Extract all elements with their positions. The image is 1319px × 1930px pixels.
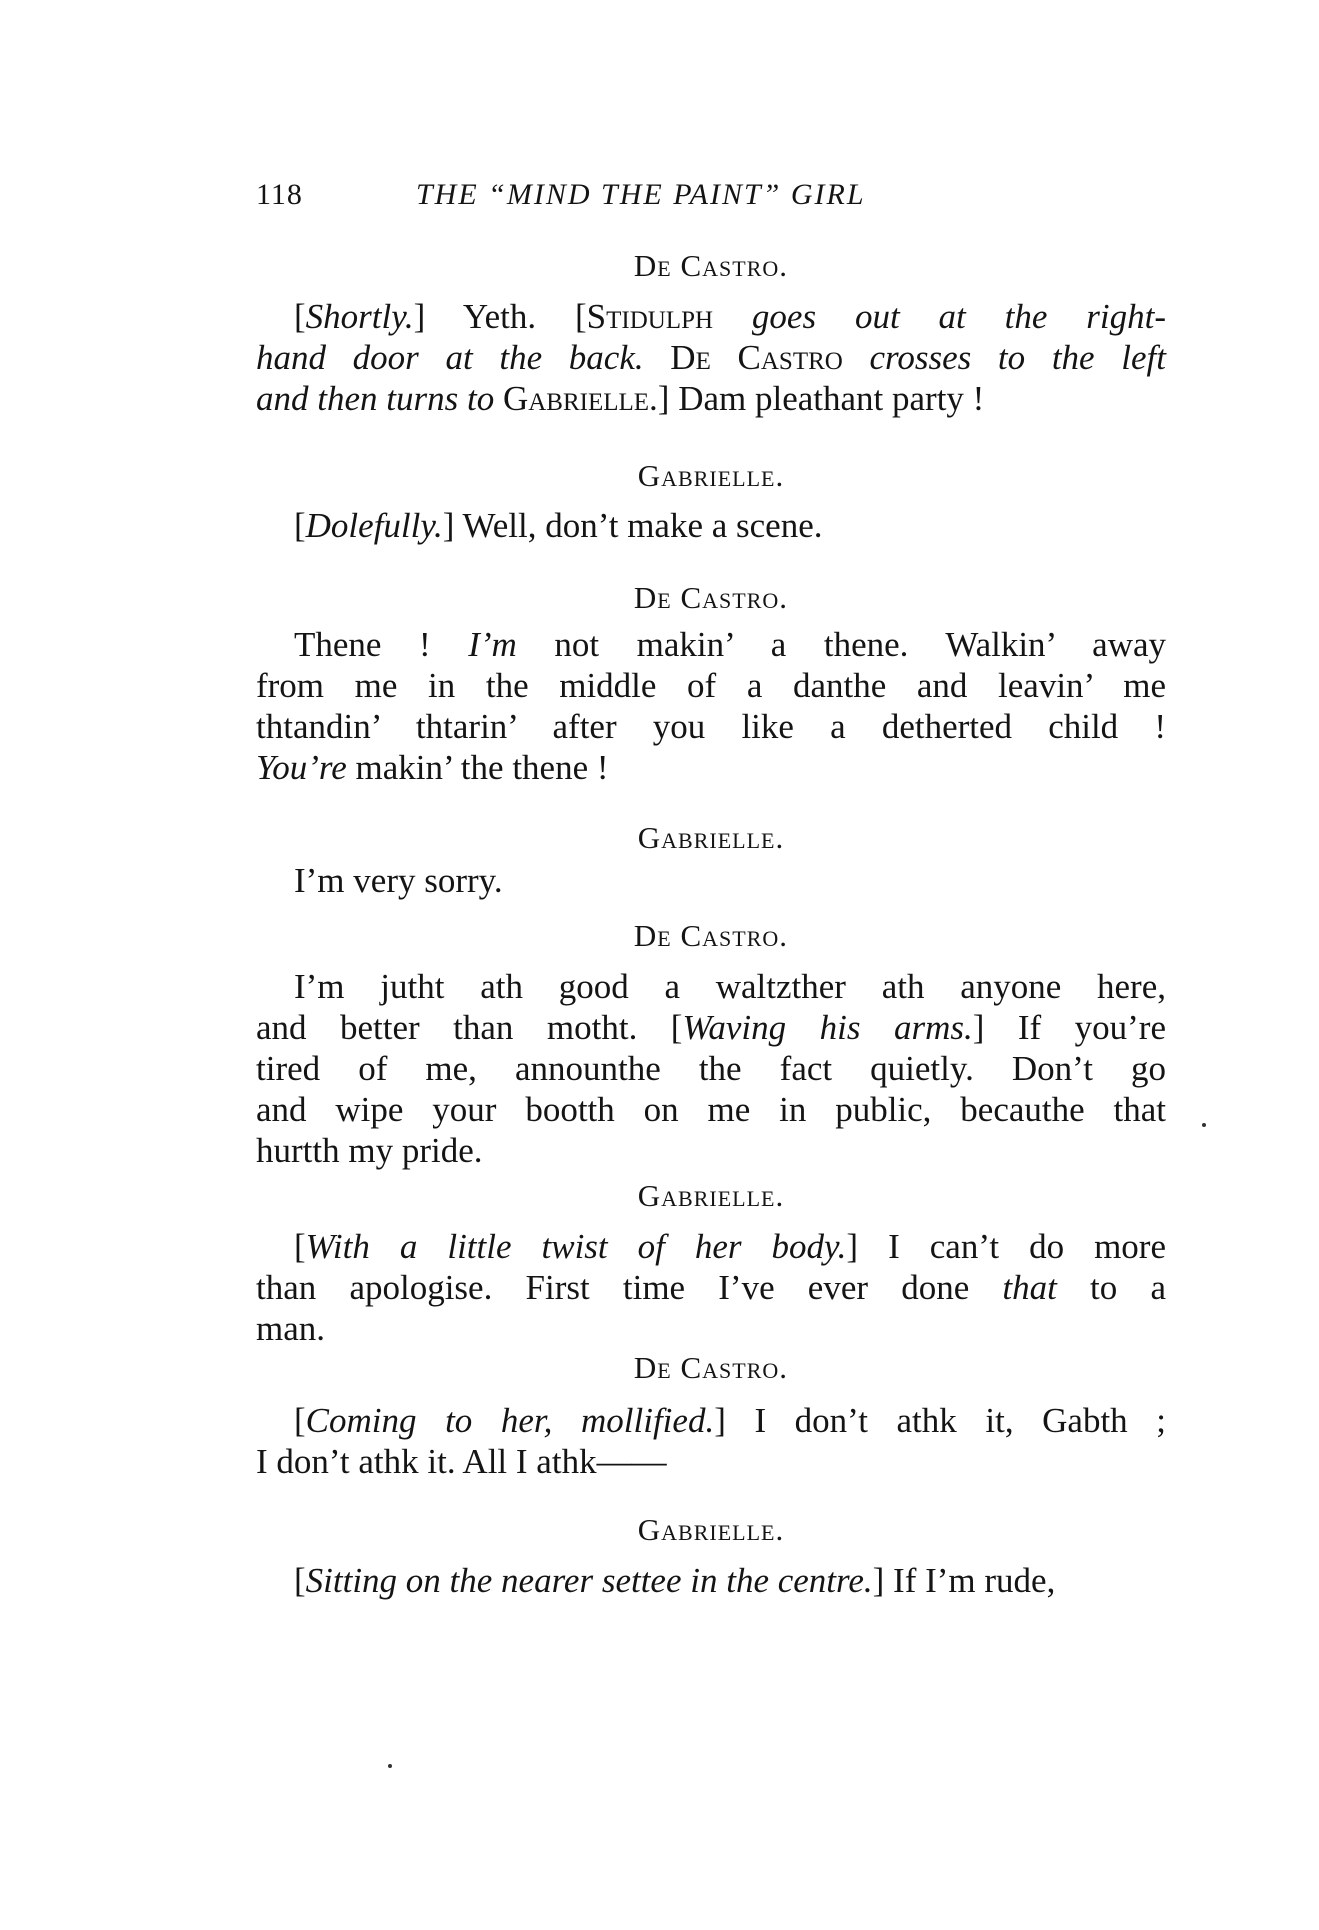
- dialogue-text: ] Dam pleathant party !: [657, 379, 985, 418]
- dialogue-text: to a: [1056, 1268, 1166, 1307]
- speaker-heading: De Castro.: [633, 248, 789, 283]
- dialogue-text: and better than motht. [: [256, 1008, 683, 1047]
- page-header: [256, 178, 1176, 218]
- text-line: [256, 624, 1166, 665]
- dialogue-text: hurtth my pride.: [256, 1131, 483, 1170]
- stage-direction-text: You’re: [256, 748, 347, 787]
- text-line: [256, 706, 1166, 747]
- stage-direction-text: Dolefully.: [305, 506, 443, 545]
- text-line: [256, 337, 1166, 378]
- dialogue-text: ] If I’m rude,: [872, 1561, 1056, 1600]
- speaker-heading: Gabrielle.: [637, 458, 785, 493]
- text-line: [256, 1048, 1166, 1089]
- text-line: [256, 665, 1166, 706]
- speech-paragraph: [256, 860, 1166, 901]
- speaker-heading: De Castro.: [633, 580, 789, 615]
- speaker-heading: Gabrielle.: [637, 1512, 785, 1547]
- speech-paragraph: [256, 505, 1166, 546]
- dialogue-text: tired of me, announthe the fact quietly. Don’t go: [256, 1049, 1166, 1088]
- dialogue-text: thtandin’ thtarin’ after you like a detherted child !: [256, 707, 1166, 746]
- speaker-heading: Gabrielle.: [637, 820, 785, 855]
- stage-direction-text: Coming to her, mollified.: [305, 1401, 715, 1440]
- text-line: [256, 1267, 1166, 1308]
- text-line: [256, 966, 1166, 1007]
- print-speck: [1202, 1123, 1206, 1127]
- stage-direction-text: hand door at the back.: [256, 338, 644, 377]
- dialogue-text: [: [294, 1227, 306, 1266]
- text-line: [256, 1441, 1166, 1482]
- stage-direction-text: crosses to the left: [842, 338, 1166, 377]
- stage-direction-text: that: [1002, 1268, 1057, 1307]
- text-line: [256, 378, 1166, 419]
- dialogue-text: ] Yeth. [: [413, 297, 587, 336]
- character-name: Gabrielle.: [494, 379, 658, 418]
- stage-direction-text: I’m: [468, 625, 517, 664]
- text-line: [256, 1400, 1166, 1441]
- print-speck: [388, 1764, 392, 1768]
- speaker-heading: Gabrielle.: [637, 1178, 785, 1213]
- dialogue-text: man.: [256, 1309, 326, 1348]
- stage-direction-text: Waving his arms.: [682, 1008, 973, 1047]
- character-name: Stidulph: [586, 297, 714, 336]
- text-line: [256, 1007, 1166, 1048]
- dialogue-text: Thene !: [294, 625, 469, 664]
- dialogue-text: and wipe your bootth on me in public, becauthe that: [256, 1090, 1166, 1129]
- speech-paragraph: [256, 296, 1166, 419]
- dialogue-text: [: [294, 297, 306, 336]
- speaker-heading: De Castro.: [633, 1350, 789, 1385]
- dialogue-text: than apologise. First time I’ve ever done: [256, 1268, 1003, 1307]
- dialogue-text: I’m jutht ath good a waltzther ath anyone here,: [294, 967, 1166, 1006]
- text-line: [256, 860, 1166, 901]
- text-line: [256, 505, 1166, 546]
- speech-paragraph: [256, 1226, 1166, 1349]
- stage-direction-text: With a little twist of her body.: [305, 1227, 847, 1266]
- speaker-heading: De Castro.: [633, 918, 789, 953]
- stage-direction-text: goes out at the right-: [713, 297, 1166, 336]
- text-line: [256, 747, 1166, 788]
- dialogue-text: ] If you’re: [972, 1008, 1166, 1047]
- stage-direction-text: Sitting on the nearer settee in the centre.: [305, 1561, 873, 1600]
- dialogue-text: makin’ the thene !: [346, 748, 609, 787]
- character-name: De Castro: [643, 338, 843, 377]
- speech-paragraph: [256, 624, 1166, 788]
- dialogue-text: I don’t athk it. All I athk——: [256, 1442, 667, 1481]
- dialogue-text: [: [294, 506, 306, 545]
- dialogue-text: ] Well, don’t make a scene.: [442, 506, 823, 545]
- dialogue-text: I’m very sorry.: [294, 861, 503, 900]
- text-line: [256, 296, 1166, 337]
- text-line: [256, 1089, 1166, 1130]
- dialogue-text: ] I can’t do more: [846, 1227, 1167, 1266]
- text-line: [256, 1308, 1166, 1349]
- dialogue-text: [: [294, 1561, 306, 1600]
- stage-direction-text: Shortly.: [305, 297, 414, 336]
- page-number: 118: [256, 178, 303, 211]
- speech-paragraph: [256, 1400, 1166, 1482]
- dialogue-text: from me in the middle of a danthe and leavin’ me: [256, 666, 1166, 705]
- stage-direction-text: and then turns to: [256, 379, 495, 418]
- dialogue-text: [: [294, 1401, 306, 1440]
- text-line: [256, 1130, 1166, 1171]
- text-line: [256, 1226, 1166, 1267]
- speech-paragraph: [256, 1560, 1166, 1601]
- running-title: THE “MIND THE PAINT” GIRL: [416, 178, 866, 211]
- speech-paragraph: [256, 966, 1166, 1171]
- dialogue-text: ] I don’t athk it, Gabth ;: [714, 1401, 1166, 1440]
- dialogue-text: not makin’ a thene. Walkin’ away: [516, 625, 1167, 664]
- text-line: [256, 1560, 1166, 1601]
